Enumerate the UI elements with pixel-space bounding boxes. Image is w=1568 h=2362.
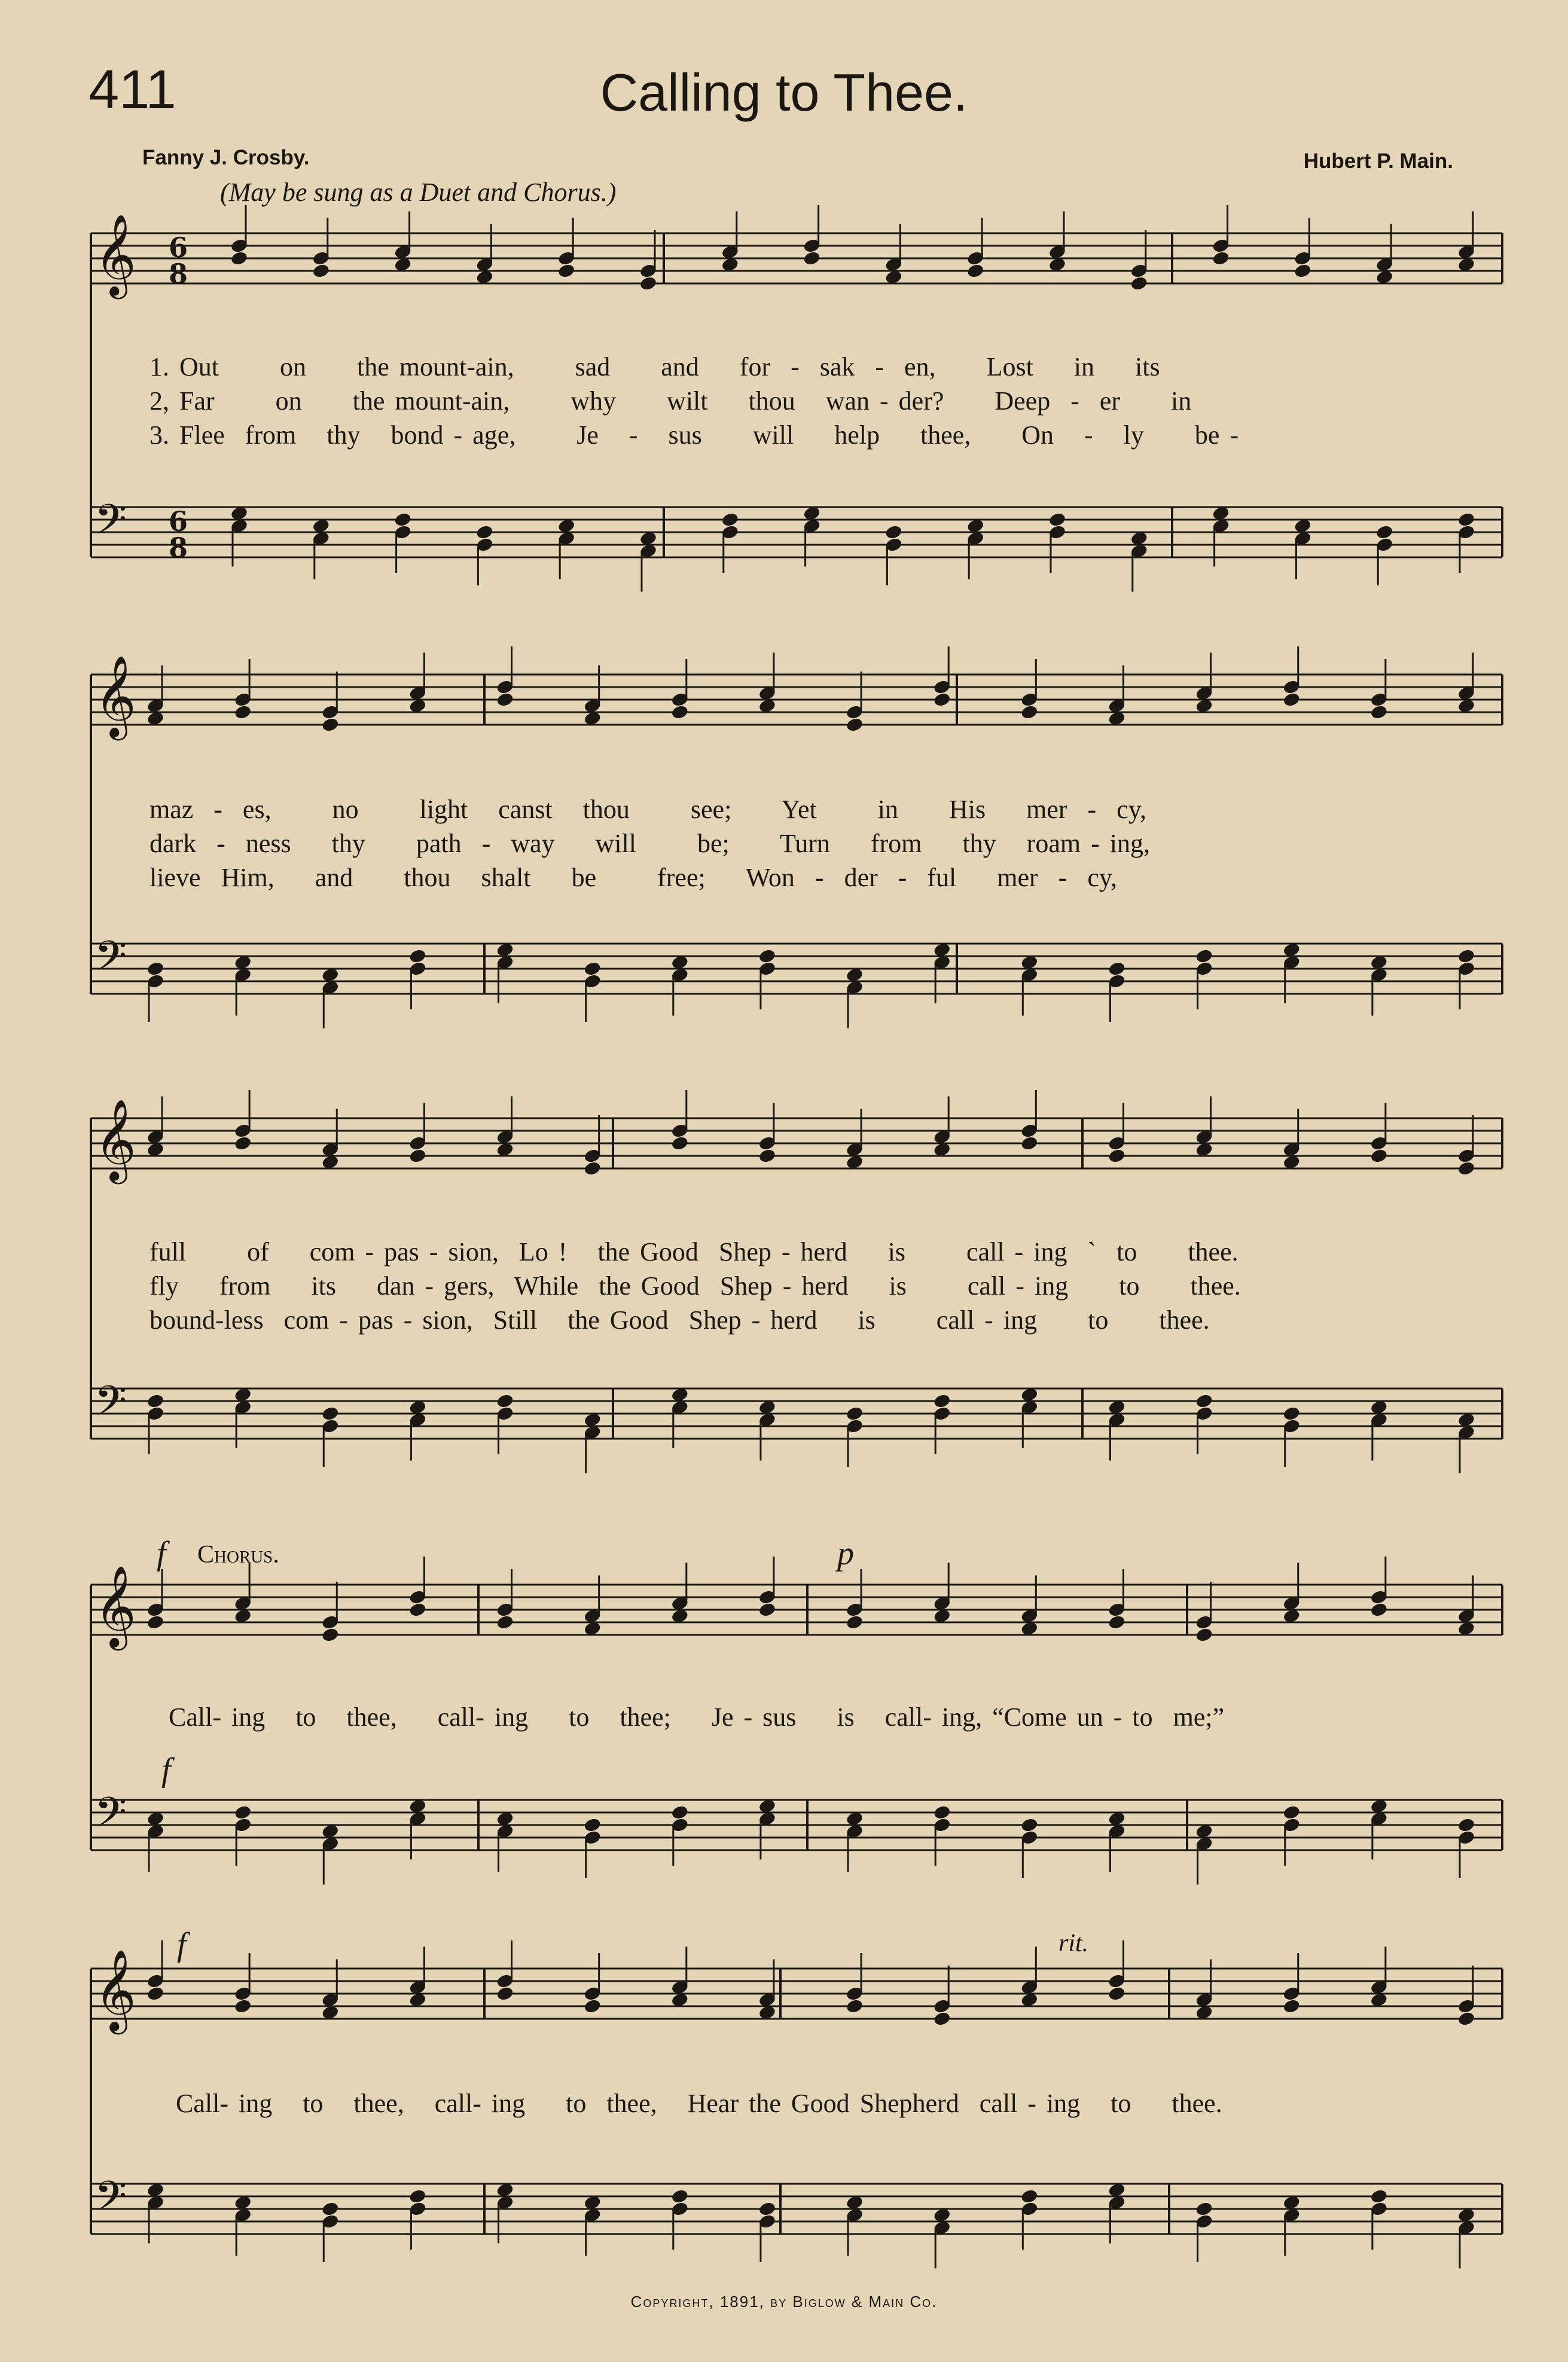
note-head (1130, 276, 1148, 292)
note-head (475, 524, 494, 541)
lyric-verse-3-system-2: lieve Him, and thou shalt be free; Won - der - ful mer - cy, (150, 863, 1118, 892)
note-head (884, 524, 903, 541)
note-head (321, 2201, 340, 2217)
note-head (1020, 2189, 1039, 2205)
note-head (670, 1136, 689, 1152)
treble-clef-icon: 𝄞 (94, 213, 136, 295)
dynamic-piano: p (837, 1535, 854, 1572)
note-head (393, 512, 412, 528)
note-head (496, 1615, 514, 1631)
note-head (234, 704, 252, 721)
performance-note: (May be sung as a Duet and Chorus.) (220, 178, 617, 207)
note-head (230, 251, 249, 267)
composer: Hubert P. Main. (1303, 149, 1453, 173)
note-head (846, 1615, 864, 1631)
note-head (1020, 704, 1039, 721)
time-signature-top: 6 (169, 505, 188, 538)
chorus-label: Chorus. (197, 1541, 279, 1568)
note-head (1108, 1148, 1126, 1164)
dynamic-forte-chorus: f (157, 1535, 166, 1572)
note-head (1048, 512, 1067, 528)
lyric-verse-2-system-1: 2, Far on the mount-ain, why wilt thou wan - der? Deep - er in (150, 386, 1192, 416)
note-head (1294, 263, 1312, 279)
note-head (933, 692, 951, 708)
note-head (496, 1393, 514, 1409)
note-head (1195, 948, 1213, 965)
note-head (1195, 1393, 1213, 1409)
note-head (933, 2011, 951, 2027)
note-head (670, 704, 689, 721)
note-head (408, 1602, 427, 1618)
note-head (1457, 948, 1476, 965)
note-head (1282, 692, 1301, 708)
time-signature-bottom: 8 (169, 258, 188, 290)
note-head (408, 1148, 427, 1164)
note-head (583, 1161, 602, 1177)
note-head (670, 1805, 689, 1821)
note-head (1457, 2011, 1476, 2027)
dynamic-forte-bass: f (161, 1751, 171, 1789)
lyric-verse-1-system-1: 1. Out on the mount-ain, sad and for - sak - en, Lost in its (150, 352, 1160, 382)
note-head (147, 1615, 165, 1631)
note-head (1195, 2201, 1213, 2217)
note-head (933, 1805, 951, 1821)
note-head (846, 1406, 864, 1422)
note-head (1457, 1817, 1476, 1833)
note-head (147, 1986, 165, 2002)
note-head (933, 1393, 951, 1409)
bass-clef-icon: 𝄢 (94, 1377, 127, 1435)
note-head (234, 1805, 252, 1821)
note-head (846, 717, 864, 733)
treble-clef-icon: 𝄞 (94, 1948, 136, 2031)
note-head (1369, 704, 1388, 721)
bass-clef-icon: 𝄢 (94, 1788, 127, 1847)
page-number: 411 (89, 59, 176, 120)
note-head (1375, 524, 1394, 541)
bass-clef-icon: 𝄢 (94, 932, 127, 990)
note-head (639, 276, 658, 292)
note-head (803, 251, 821, 267)
note-head (721, 512, 739, 528)
note-head (583, 1817, 602, 1833)
note-head (670, 2189, 689, 2205)
note-head (1457, 512, 1476, 528)
note-head (1108, 1986, 1126, 2002)
ritardando-mark: rit. (1058, 1930, 1089, 1957)
note-head (557, 263, 576, 279)
note-head (758, 1148, 776, 1164)
note-head (496, 692, 514, 708)
note-head (846, 1998, 864, 2015)
note-head (321, 1627, 340, 1643)
note-head (1369, 2189, 1388, 2205)
note-head (758, 1602, 776, 1618)
note-head (321, 1406, 340, 1422)
note-head (1369, 1602, 1388, 1618)
lyric-verse-2-system-2: dark - ness thy path - way will be; Turn from thy roam - ing, (150, 829, 1150, 858)
note-head (1282, 1998, 1301, 2015)
hymn-title: Calling to Thee. (600, 63, 968, 122)
time-signature-bottom: 8 (169, 532, 188, 564)
note-head (1195, 1627, 1213, 1643)
note-head (496, 1986, 514, 2002)
note-head (1020, 1817, 1039, 1833)
note-head (1457, 1161, 1476, 1177)
note-head (408, 2189, 427, 2205)
lyric-verse-1-system-3: full of com - pas - sion, Lo ! the Good Shep - herd is call - ing ` to thee. (150, 1237, 1238, 1267)
note-head (758, 2201, 776, 2217)
note-head (966, 263, 985, 279)
lyric-verse-2-system-3: fly from its dan - gers, While the Good Shep - herd is call - ing to thee. (150, 1271, 1241, 1301)
lyric-verse-3-system-1: 3. Flee from thy bond - age, Je - sus will help thee, On - ly be - (150, 420, 1239, 450)
copyright-notice: Copyright, 1891, by Biglow & Main Co. (630, 2293, 938, 2311)
note-head (147, 1393, 165, 1409)
lyric-chorus-system-5: Call- ing to thee, call- ing to thee, Hear the Good Shepherd call - ing to thee. (176, 2089, 1222, 2118)
lyricist: Fanny J. Crosby. (142, 146, 310, 169)
lyric-verse-1-system-2: maz - es, no light canst thou see; Yet in His mer - cy, (150, 795, 1146, 824)
lyric-chorus-system-4: Call- ing to thee, call- ing to thee; Je - sus is call- ing, “Come un - to me;” (169, 1702, 1225, 1732)
bass-clef-icon: 𝄢 (94, 495, 127, 554)
note-head (234, 1998, 252, 2015)
note-head (1212, 251, 1230, 267)
treble-clef-icon: 𝄞 (94, 1564, 136, 1647)
treble-clef-icon: 𝄞 (94, 1098, 136, 1180)
note-head (583, 1998, 602, 2015)
note-head (1369, 1148, 1388, 1164)
note-head (583, 961, 602, 977)
note-head (1282, 1406, 1301, 1422)
note-head (1020, 1136, 1039, 1152)
note-head (1282, 1805, 1301, 1821)
note-head (1108, 961, 1126, 977)
note-head (312, 263, 330, 279)
treble-clef-icon: 𝄞 (94, 654, 136, 737)
note-head (147, 961, 165, 977)
note-head (408, 948, 427, 965)
note-head (1108, 1615, 1126, 1631)
time-signature-top: 6 (169, 231, 188, 264)
dynamic-forte-system-5: f (177, 1926, 187, 1963)
bass-clef-icon: 𝄢 (94, 2172, 127, 2230)
note-head (234, 1136, 252, 1152)
note-head (321, 717, 340, 733)
lyric-verse-3-system-3: bound-less com - pas - sion, Still the Good Shep - herd is call - ing to thee. (150, 1305, 1210, 1335)
note-head (758, 948, 776, 965)
